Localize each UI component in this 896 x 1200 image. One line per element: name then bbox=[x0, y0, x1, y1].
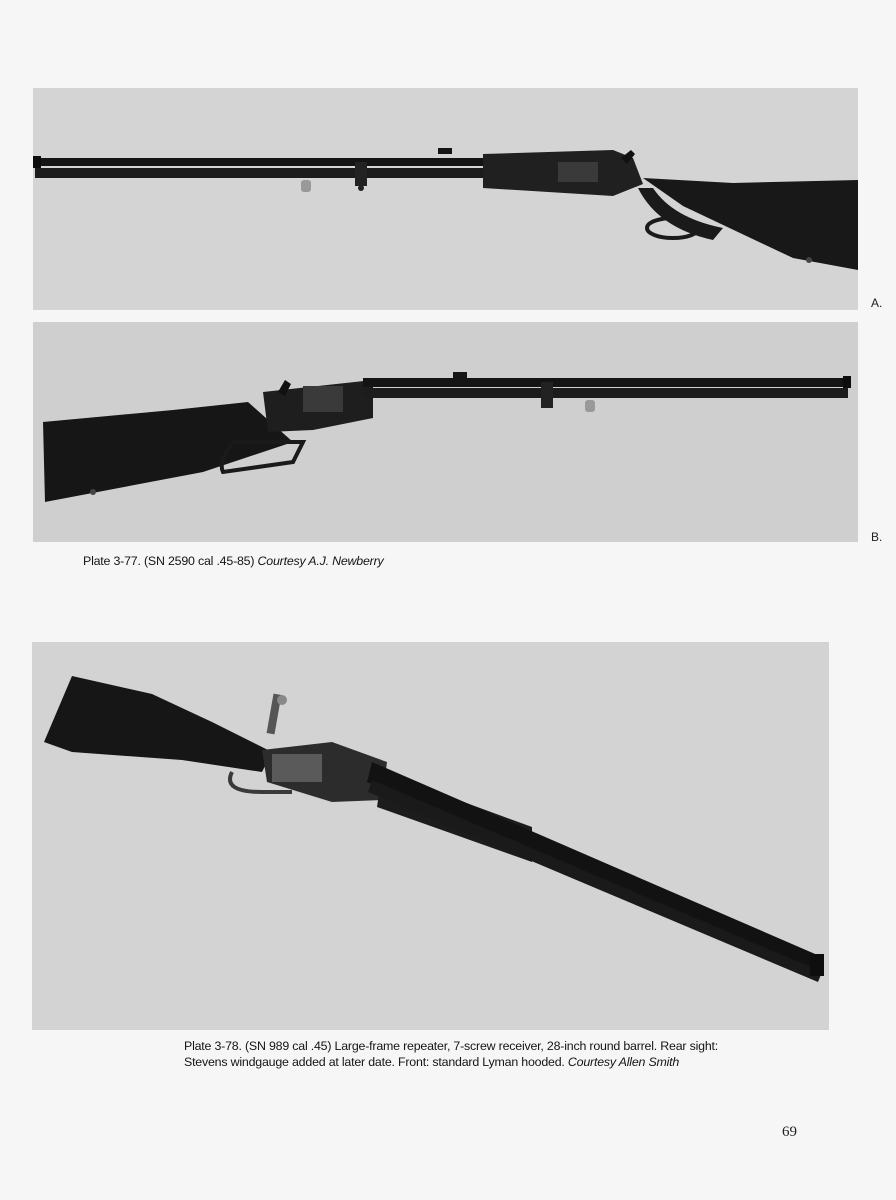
rifle-photo-b bbox=[33, 322, 858, 542]
rifle-photo-c bbox=[32, 642, 829, 1030]
rifle-image-a bbox=[33, 88, 858, 310]
caption-text: Plate 3-77. (SN 2590 cal .45-85) bbox=[83, 554, 258, 568]
caption-line-2 bbox=[184, 1054, 804, 1070]
caption-credit: Courtesy A.J. Newberry bbox=[257, 554, 384, 568]
caption-line-1: Plate 3-78. (SN 989 cal .45) Large-frame repeater, 7-screw receiver, 28-inch round barrel. Rear sight: bbox=[184, 1039, 719, 1053]
page-number: 69 bbox=[782, 1124, 797, 1140]
rifle-image-c bbox=[32, 642, 829, 1030]
photo-label-a: A. bbox=[871, 296, 883, 310]
caption-credit: Courtesy Allen Smith bbox=[567, 1055, 680, 1069]
plate-caption-3-78 bbox=[184, 1038, 804, 1070]
rifle-photo-a bbox=[33, 88, 858, 310]
caption-text: Stevens windgauge added at later date. Front: standard Lyman hooded. bbox=[184, 1055, 568, 1069]
rifle-image-b bbox=[33, 322, 858, 542]
plate-caption-3-77 bbox=[83, 553, 683, 569]
photo-label-b: B. bbox=[871, 530, 883, 544]
